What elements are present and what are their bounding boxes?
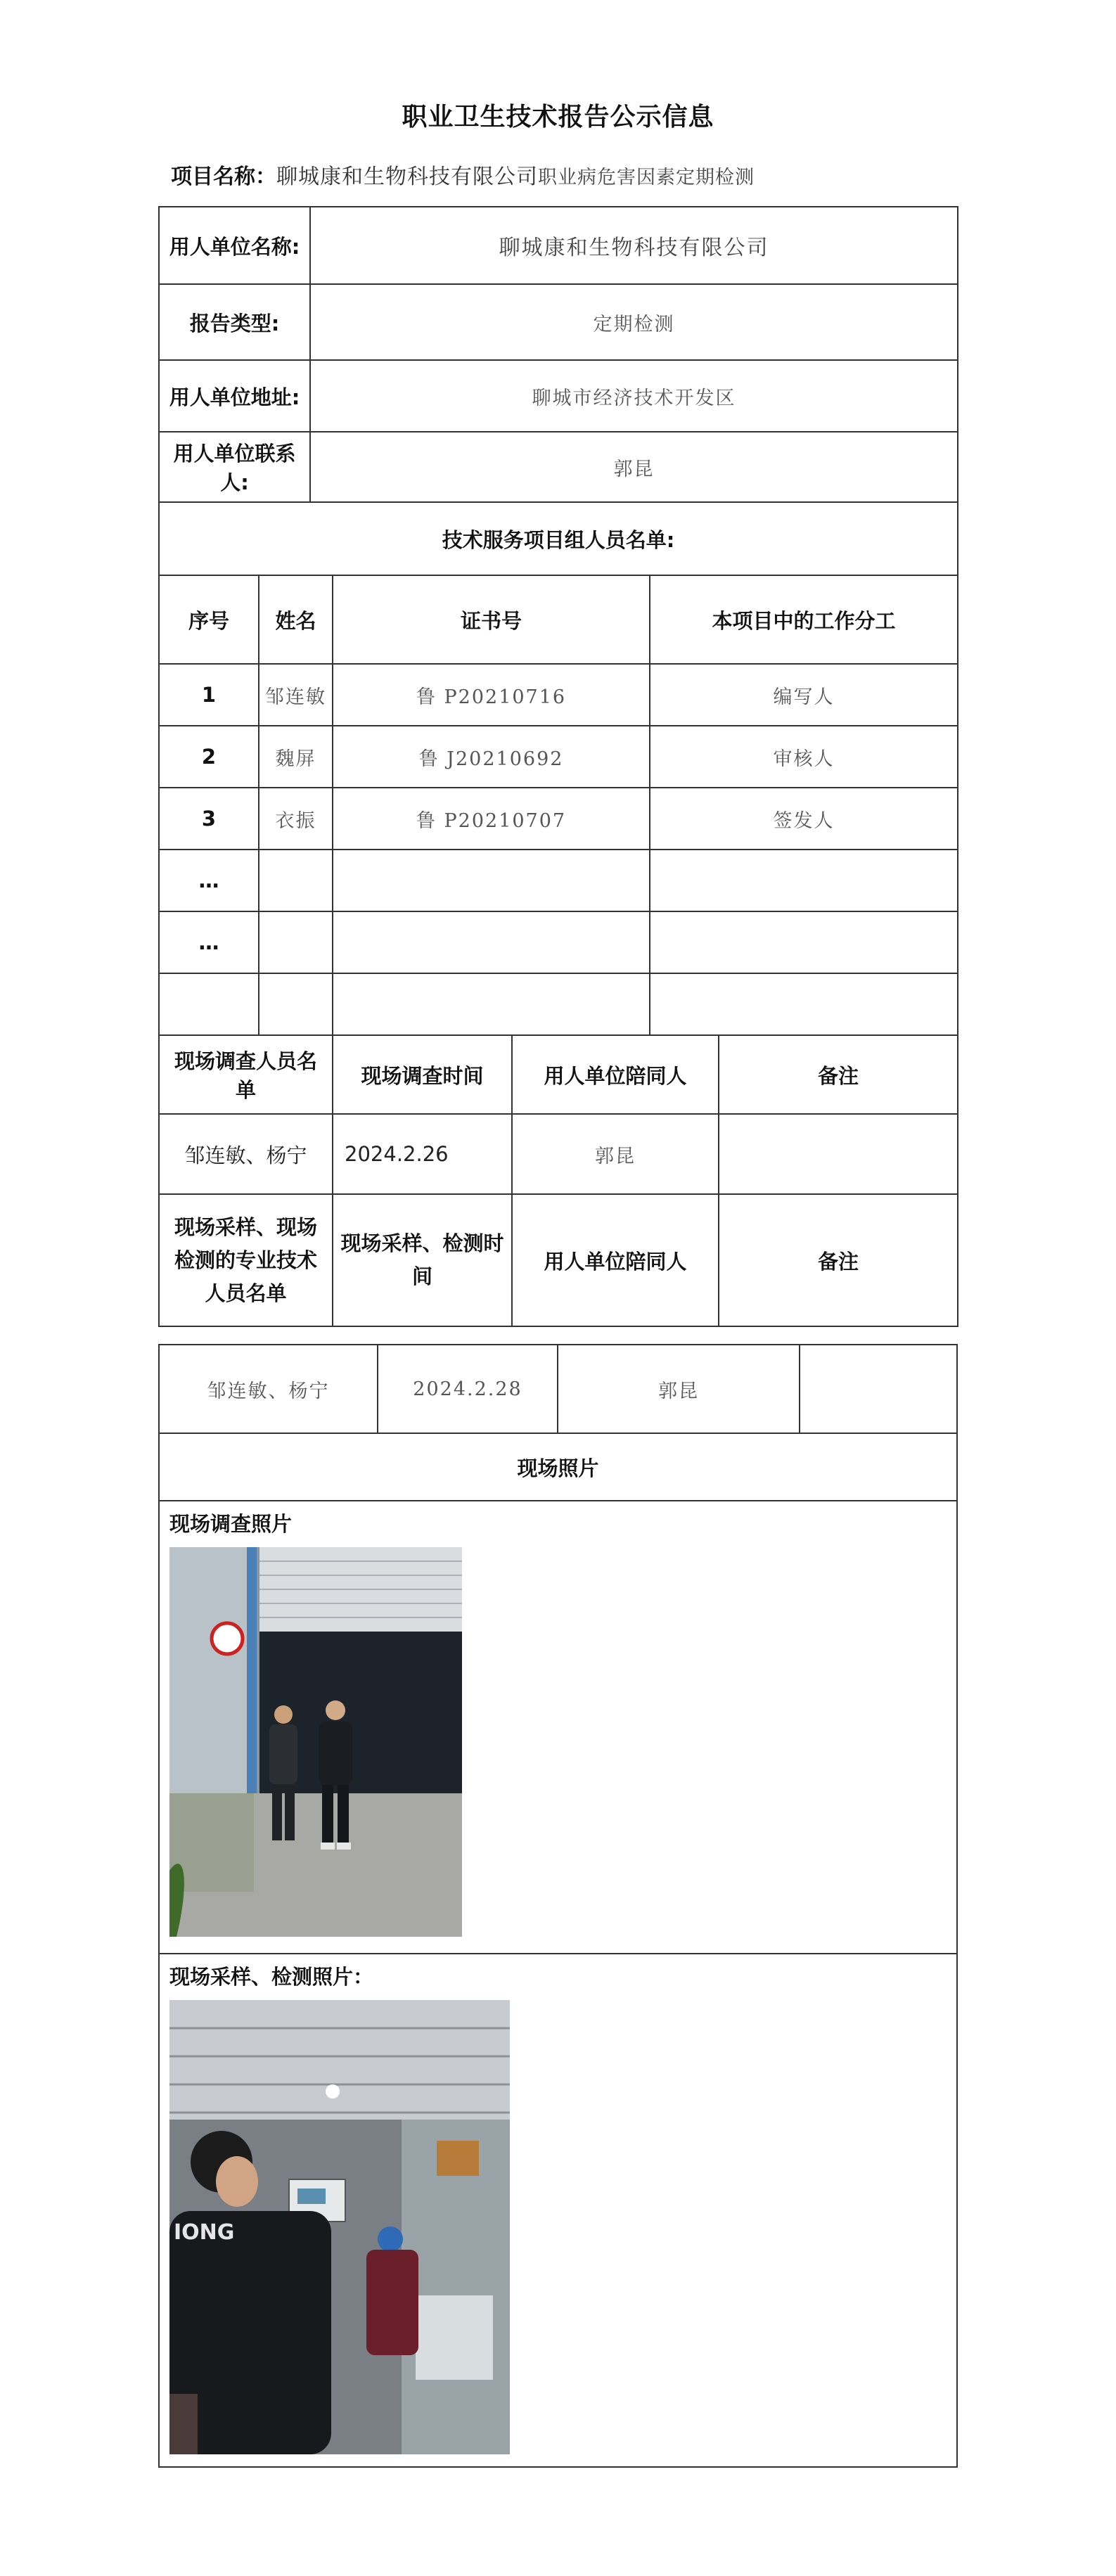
survey-col-staff: 现场调查人员名单 [159, 1035, 333, 1114]
unit-name-value: 聊城康和生物科技有限公司 [310, 207, 958, 284]
sampling-col-time: 现场采样、检测时间 [333, 1194, 512, 1326]
team-cert: 鲁 J20210692 [333, 726, 650, 788]
sampling-photo-box [437, 2141, 479, 2176]
photo-table [158, 1344, 958, 2468]
project-suffix: 职业病危害因素定期检测 [538, 167, 755, 188]
team-name [259, 973, 333, 1035]
team-cert [333, 911, 650, 973]
page-title: 职业卫生技术报告公示信息 [402, 103, 714, 132]
sampling-photo-floor [169, 2394, 198, 2454]
survey-staff: 邹连敏、杨宁 [159, 1114, 333, 1194]
team-name [259, 850, 333, 911]
sampling-escort: 郭昆 [558, 1345, 800, 1433]
survey-col-time: 现场调查时间 [333, 1035, 512, 1114]
team-role: 审核人 [650, 726, 958, 788]
team-cert [333, 973, 650, 1035]
sampling-photo-jacket-logo: IONG [174, 2220, 235, 2245]
sampling-photo-light [326, 2084, 340, 2098]
sampling-col-escort: 用人单位陪同人 [512, 1194, 719, 1326]
survey-photo [169, 1547, 462, 1937]
survey-photo-cell [159, 1501, 957, 1954]
survey-escort: 郭昆 [512, 1114, 719, 1194]
sampling-col-note: 备注 [719, 1194, 958, 1326]
team-role: 编写人 [650, 664, 958, 726]
survey-col-note: 备注 [719, 1035, 958, 1114]
sampling-photo-label: 现场采样、检测照片： [169, 1965, 374, 1989]
team-role [650, 850, 958, 911]
table-row [159, 726, 958, 788]
team-no: 1 [159, 664, 259, 726]
photos-heading: 现场照片 [159, 1433, 957, 1501]
team-role [650, 911, 958, 973]
unit-name-label: 用人单位名称: [159, 207, 310, 284]
report-type-label: 报告类型: [159, 284, 310, 360]
team-cert [333, 850, 650, 911]
address-label: 用人单位地址: [159, 360, 310, 432]
contact-value: 郭昆 [310, 432, 958, 502]
team-col-no: 序号 [159, 575, 259, 664]
table-row [159, 788, 958, 850]
team-name: 衣振 [259, 788, 333, 850]
survey-col-escort: 用人单位陪同人 [512, 1035, 719, 1114]
team-col-role: 本项目中的工作分工 [650, 575, 958, 664]
team-cert: 鲁 P20210716 [333, 664, 650, 726]
project-line [171, 159, 755, 190]
team-role: 签发人 [650, 788, 958, 850]
sampling-staff: 邹连敏、杨宁 [159, 1345, 378, 1433]
team-no: … [159, 850, 259, 911]
sampling-photo-ceiling [169, 2000, 510, 2120]
sampling-photo-screen [297, 2189, 326, 2204]
team-role [650, 973, 958, 1035]
team-heading: 技术服务项目组人员名单: [159, 502, 958, 575]
sampling-col-staff: 现场采样、现场检测的专业技术人员名单 [159, 1194, 333, 1326]
sampling-time: 2024.2.28 [378, 1345, 558, 1433]
sampling-photo [169, 2000, 510, 2454]
team-col-name: 姓名 [259, 575, 333, 664]
project-name: 聊城康和生物科技有限公司 [276, 165, 538, 189]
contact-label: 用人单位联系人: [159, 432, 310, 502]
sampling-photo-panel [416, 2295, 493, 2380]
team-name: 邹连敏 [259, 664, 333, 726]
survey-note [719, 1114, 958, 1194]
table-row [159, 911, 958, 973]
report-type-value: 定期检测 [310, 284, 958, 360]
sampling-note [800, 1345, 957, 1433]
address-value: 聊城市经济技术开发区 [310, 360, 958, 432]
table-row [159, 664, 958, 726]
team-no [159, 973, 259, 1035]
team-cert: 鲁 P20210707 [333, 788, 650, 850]
team-no: 2 [159, 726, 259, 788]
sampling-photo-cell [159, 1954, 957, 2467]
team-no: 3 [159, 788, 259, 850]
team-no: … [159, 911, 259, 973]
project-label: 项目名称： [171, 165, 276, 189]
survey-time: 2024.2.26 [333, 1114, 512, 1194]
table-row [159, 850, 958, 911]
survey-photo-label: 现场调查照片 [169, 1512, 293, 1536]
team-col-cert: 证书号 [333, 575, 650, 664]
team-name: 魏屏 [259, 726, 333, 788]
survey-photo-sign [212, 1623, 243, 1654]
team-name [259, 911, 333, 973]
table-row [159, 973, 958, 1035]
info-table [158, 206, 958, 1327]
